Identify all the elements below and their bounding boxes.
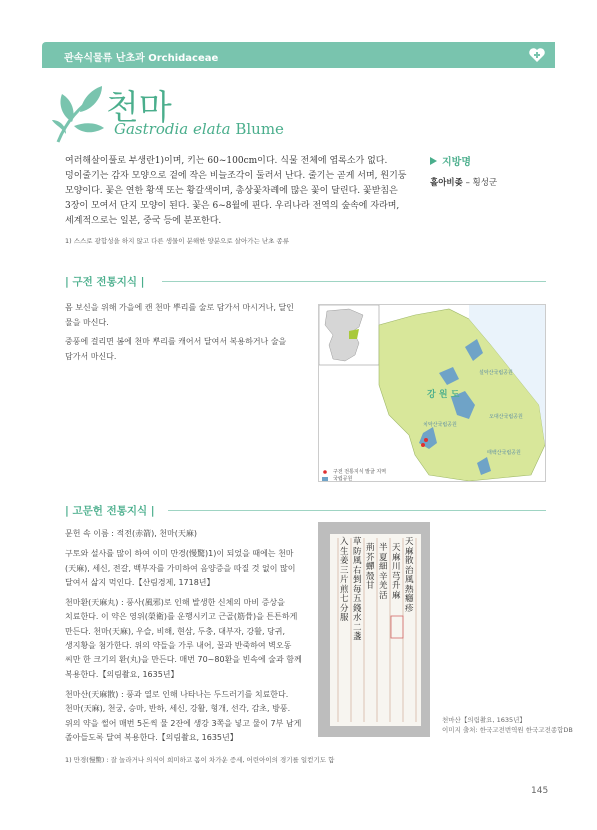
scientific-name (114, 120, 284, 138)
category-label: 관속식물류 난초과 Orchidaceae (64, 53, 219, 64)
description-line: 여러해살이풀로 부생란1)이며, 키는 60~100cm이다. 식물 전체에 엽록소가 없다. (65, 156, 388, 166)
text-line: 몸 보신을 위해 가을에 캔 천마 뿌리를 술로 담가서 마시거나, 달인 (65, 303, 294, 312)
document-column: 天麻散治風熱癮疹 (405, 537, 414, 614)
text-line: 씨만 한 크기의 환(丸)을 만든다. 매번 70~80환을 빈속에 술과 함께 (65, 655, 302, 665)
caption-line: 이미지 출처: 한국고전번역원 한국고전종합DB (442, 726, 573, 734)
map-region-label: 강 원 도 (427, 390, 460, 400)
text-line: 만든다. 천마(天麻), 우슬, 비해, 현삼, 두충, 대부자, 강활, 당귀, (65, 626, 286, 636)
region-place: – 횡성군 (465, 178, 498, 188)
map-park-label: 오대산국립공원 (489, 414, 523, 420)
description-line: 3장이 모여서 단지 모양이 된다. 꽃은 6~8월에 핀다. 우리나라 전역의 숲속에 자라며, (65, 201, 400, 211)
text-line: 위의 약을 썰어 매번 5돈씩 물 2잔에 생강 3쪽을 넣고 물이 7부 남게 (65, 718, 302, 728)
map-legend-item: 구전 전통지식 발굴 지역 (333, 469, 387, 475)
text-line: 물을 마신다. (65, 318, 109, 327)
text-line: 구토와 설사를 많이 하여 이미 만경(慢驚)1)이 되었을 때에는 천마 (65, 549, 294, 559)
text-line: 치료한다. 이 약은 영위(榮衛)를 운행시키고 근골(筋骨)을 튼튼하게 (65, 612, 298, 622)
description-line: 모양이다. 꽃은 연한 황색 또는 황갈색이며, 총상꽃차례에 많은 꽃이 달린다. 꽃받침은 (65, 186, 398, 196)
map-park-label: 치악산국립공원 (423, 422, 457, 428)
heart-plus-icon (527, 45, 547, 65)
caption-line: 천마산【의림촬요, 1635년】 (442, 716, 526, 724)
divider (168, 510, 546, 511)
document-page (330, 534, 421, 726)
document-column: 荊芥 蟬殼 甘 (366, 543, 375, 591)
leaf-icon (52, 82, 106, 146)
divider (162, 281, 546, 282)
korean-name: 천마 (106, 88, 172, 128)
region-value (430, 176, 497, 188)
text-line: 복용한다.【의림촬요, 1635년】 (65, 669, 179, 679)
map-park-label: 태백산국립공원 (487, 450, 521, 456)
text-line: 천마(天麻), 천궁, 승마, 반하, 세신, 강활, 형개, 선각, 감초, 방풍. (65, 704, 291, 714)
text-line: 중풍에 걸리면 봄에 천마 뿌리를 캐어서 달여서 복용하거나 술을 (65, 337, 287, 346)
text-line: 천마산(天麻散) : 풍과 열로 인해 나타나는 두드러기를 치료한다. (65, 689, 289, 699)
section-title-literature: | 고문헌 전통지식 | (65, 505, 155, 517)
scientific-author: Blume (235, 120, 284, 138)
document-column: 半夏 細辛 羌活 (379, 543, 388, 601)
footnote: 1) 만경(慢驚) : 잘 놀라거나 의식이 희미하고 몸이 차가운 증세, 어린아이의 경기를 일컫기도 함 (65, 756, 335, 764)
document-column: 入生姜三片煎七分服 (340, 537, 349, 623)
text-line: 천마환(天麻丸) : 풍사(風邪)로 인해 발생한 신체의 마비 증상을 (65, 598, 285, 608)
oral-knowledge-text (65, 300, 305, 364)
text-line: 담가서 마신다. (65, 352, 117, 361)
page-number: 145 (531, 786, 549, 796)
text-line: 졸아들도록 달여 복용한다.【의림촬요, 1635년】 (65, 732, 238, 742)
scientific-binomial: Gastrodia elata (114, 120, 231, 138)
document-column: 天麻 川芎 升麻 (392, 543, 401, 601)
section-title-oral: | 구전 전통지식 | (65, 276, 145, 288)
description-line: 세계적으로는 일본, 중국 등에 분포한다. (65, 216, 222, 226)
footnote: 1) 스스로 광합성을 하지 않고 다른 생물이 분해한 양분으로 살아가는 난초 종류 (65, 237, 290, 245)
map-legend-item: 국립공원 (333, 476, 353, 482)
header-bar (42, 42, 555, 68)
map-park-label: 설악산국립공원 (479, 370, 513, 376)
region-heading: 지방명 (430, 153, 471, 168)
description-line: 덩이줄기는 감자 모양으로 겉에 작은 비늘조각이 둘러서 난다. 줄기는 곧게 서며, 원기둥 (65, 171, 407, 181)
description (65, 154, 415, 229)
text-line: (天麻), 세신, 전갈, 백부자를 가미하여 음양증을 따질 것 없이 많이 (65, 563, 296, 573)
text-line: 문헌 속 이름 : 적전(赤箭), 천마(天麻) (65, 529, 197, 538)
document-caption (442, 715, 573, 735)
literature-knowledge-text (65, 527, 315, 745)
text-line: 생지황을 첨가한다. 위의 약들을 가루 내어, 꿀과 반죽하여 벽오동 (65, 641, 292, 651)
region-name: 홀아비좆 (430, 178, 463, 188)
text-line: 달여서 삶지 먹인다.【산림경제, 1718년】 (65, 577, 215, 587)
gangwon-map (318, 304, 546, 482)
document-column: 草 防風 右剉毎五錢水二盞 (353, 537, 362, 642)
